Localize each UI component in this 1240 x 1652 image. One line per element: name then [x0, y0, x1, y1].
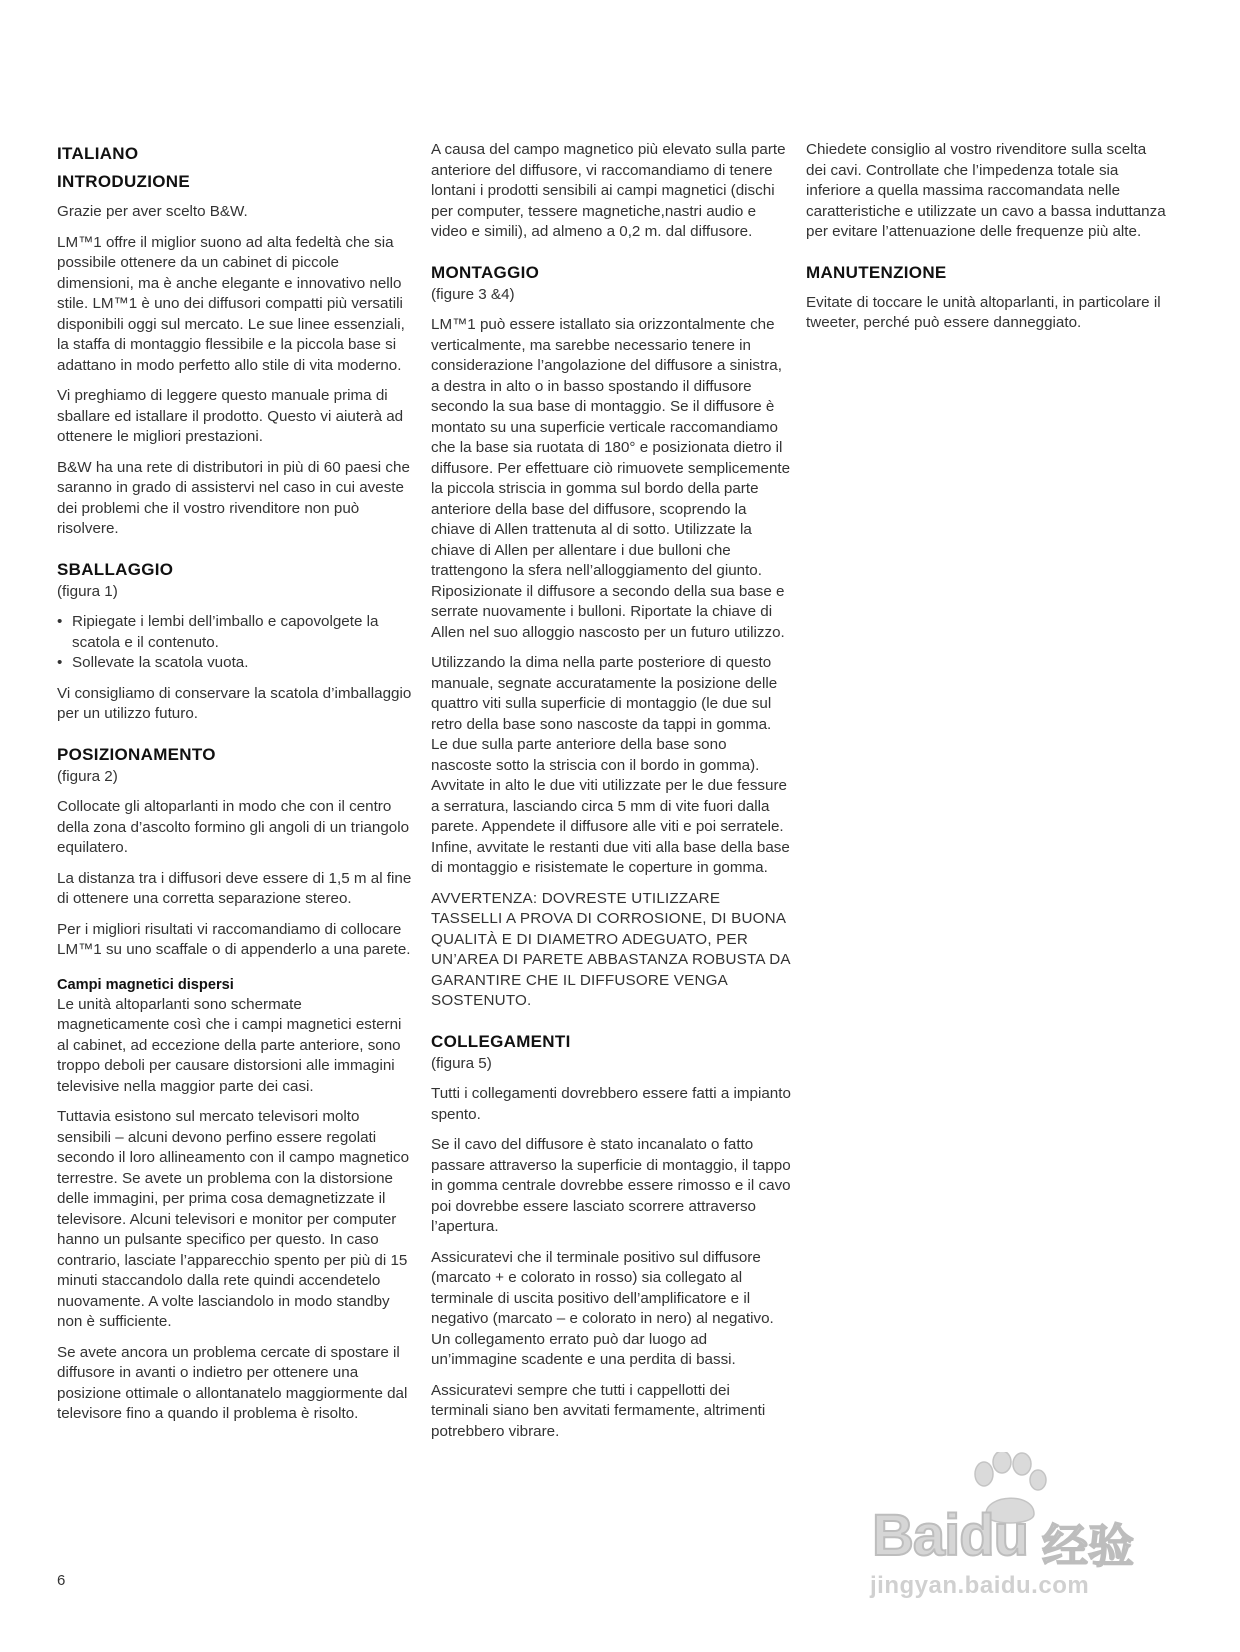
connections-heading: COLLEGAMENTI	[431, 1031, 571, 1051]
mounting-paragraph-1: LM™1 può essere istallato sia orizzontalmente che verticalmente, ma sarebbe necessario tenere in considerazione l’angolazione del diffusore a sinistra, a destra in alto o in basso spostando il diffusore secondo la sua base di montaggio. Se il diffusore è montato su una superficie verticale raccomandiamo che la base sia ruotata di 180° e posizionata dietro il diffusore. Per effettuare ciò rimuovete semplicemente la piccola striscia in gomma sul bordo della parte anteriore della base del diffusore, scoprendo la chiave di Allen trattenuta al di sotto. Utilizzate la chiave di Allen per allentare i due bulloni che trattengono la sfera nell’alloggiamento del giunto. Riposizionate il diffusore a secondo della sua base e serrate nuovamente i bulloni. Riportate la chiave di Allen nel suo alloggio nascosto per un futuro utilizzo.	[431, 316, 791, 641]
connections-paragraph-3: Assicuratevi che il terminale positivo sul diffusore (marcato + e colorato in rosso) sia collegato al terminale di uscita positivo dell’amplificatore e il negativo (marcato – e colorato in nero) al negativo. Un collegamento errato può dar luogo ad un’immagine scadente e una perdita di bassi.	[431, 1248, 774, 1368]
connections-figure-ref: (figura 5)	[431, 1054, 492, 1072]
mounting-heading: MONTAGGIO	[431, 262, 540, 282]
maintenance-paragraph: Evitate di toccare le unità altoparlanti, in particolare il tweeter, perché può essere danneggiato.	[806, 293, 1161, 331]
connections-paragraph-2: Se il cavo del diffusore è stato incanalato o fatto passare attraverso la superficie di montaggio, il tappo in gomma centrale dovrebbe essere rimosso e il cavo poi dovrebbe essere lasciato scorrere attraverso l’apertura.	[431, 1136, 791, 1235]
column-3	[806, 140, 1166, 344]
unpacking-list	[57, 612, 417, 674]
connections-paragraph-5: Chiedete consiglio al vostro rivenditore sulla scelta dei cavi. Controllate che l’impedenza totale sia inferiore a quella massima raccomandata nelle caratteristiche e utilizzate un cavo a bassa induttanza per evitare l’attenuazione delle frequenze più alte.	[806, 141, 1166, 240]
unpacking-heading: SBALLAGGIO	[57, 559, 174, 579]
intro-paragraph-4: B&W ha una rete di distributori in più di 60 paesi che saranno in grado di assistervi nel caso in cui aveste dei problemi che il vostro rivenditore non può risolvere.	[57, 458, 410, 537]
positioning-figure-ref: (figura 2)	[57, 767, 118, 785]
mounting-figure-ref: (figure 3 &4)	[431, 285, 515, 303]
column-1	[57, 140, 417, 1435]
magnetic-paragraph-2: Tuttavia esistono sul mercato televisori molto sensibili – alcuni devono perfino essere regolati secondo il loro allineamento con il campo magnetico terrestre. Se avete un problema con la distorsione delle immagini, per prima cosa demagnetizzate il televisore. Alcuni televisori e monitor per computer hanno un pulsante specifico per questo. In caso contrario, lasciate l’apparecchio spento per più di 15 minuti staccandolo dalla rete quindi accendetelo nuovamente. A volte lasciandolo in modo standby non è sufficiente.	[57, 1108, 410, 1330]
unpacking-paragraph: Vi consigliamo di conservare la scatola d’imballaggio per un utilizzo futuro.	[57, 684, 412, 722]
page-number: 6	[57, 1572, 66, 1589]
watermark-brand: Baidu	[872, 1503, 1029, 1568]
intro-paragraph-3: Vi preghiamo di leggere questo manuale prima di sballare ed istallare il prodotto. Questo vi aiuterà ad ottenere le migliori prestazioni.	[57, 387, 404, 445]
language-heading: ITALIANO	[57, 144, 139, 163]
magnetic-paragraph-1: Le unità altoparlanti sono schermate magneticamente così che i campi magnetici esterni al cabinet, ad eccezione della parte anteriore, sono troppo deboli per causare distorsioni alle immagini televisive nella maggior parte dei casi.	[57, 995, 402, 1095]
positioning-paragraph-1: Collocate gli altoparlanti in modo che con il centro della zona d’ascolto formino gli angoli di un triangolo equilatero.	[57, 798, 410, 856]
positioning-paragraph-3: Per i migliori risultati vi raccomandiamo di collocare LM™1 su uno scaffale o di appenderlo a una parete.	[57, 920, 411, 958]
intro-heading: INTRODUZIONE	[57, 172, 190, 191]
intro-paragraph-1: Grazie per aver scelto B&W.	[57, 203, 248, 220]
watermark-chinese-text: 经验	[1042, 1520, 1134, 1572]
list-item: • Ripiegate i lembi dell’imballo e capovolgete la scatola e il contenuto.	[57, 612, 417, 653]
unpacking-figure-ref: (figura 1)	[57, 582, 118, 600]
maintenance-heading: MANUTENZIONE	[806, 262, 947, 282]
connections-paragraph-4: Assicuratevi sempre che tutti i cappellotti dei terminali siano ben avvitati fermamente, altrimenti potrebbero vibrare.	[431, 1381, 766, 1440]
positioning-paragraph-2: La distanza tra i diffusori deve essere di 1,5 m al fine di ottenere una corretta separazione stereo.	[57, 869, 412, 907]
column-2	[431, 140, 791, 1452]
magnetic-paragraph-4: A causa del campo magnetico più elevato sulla parte anteriore del diffusore, vi raccomandiamo di tenere lontani i prodotti sensibili ai campi magnetici (dischi per computer, tessere magnetiche,nastri audio e video e simili), ad almeno a 0,2 m. dal diffusore.	[431, 141, 786, 240]
connections-paragraph-1: Tutti i collegamenti dovrebbero essere fatti a impianto spento.	[431, 1085, 791, 1123]
list-item: • Sollevate la scatola vuota.	[57, 653, 417, 674]
watermark-url: jingyan.baidu.com	[870, 1572, 1090, 1599]
magnetic-fields-heading: Campi magnetici dispersi	[57, 976, 234, 993]
magnetic-paragraph-3: Se avete ancora un problema cercate di spostare il diffusore in avanti o indietro per ottenere una posizione ottimale o allontanatelo maggiormente dal televisore fino a quando il problema è risolto.	[57, 1343, 408, 1422]
positioning-heading: POSIZIONAMENTO	[57, 744, 216, 764]
mounting-paragraph-2: Utilizzando la dima nella parte posteriore di questo manuale, segnate accuratamente la posizione delle quattro viti sulla superficie di montaggio (le due sul retro della base sono nascoste da tappi in gomma. Le due sulla parte anteriore della base sono nascoste sotto la striscia con il bordo in gomma). Avvitate in alto le due viti utilizzate per le due fessure a serratura, lasciando circa 5 mm di vite fuori dalla parete. Appendete il diffusore alle viti e poi serratele. Infine, avvitate le restanti due viti alla base della base di montaggio e risistemate le coperture in gomma.	[431, 654, 790, 876]
mounting-warning: AVVERTENZA: DOVRESTE UTILIZZARE TASSELLI A PROVA DI CORROSIONE, DI BUONA QUALITÀ E DI DIAMETRO ADEGUATO, PER UN’AREA DI PARETE ABBASTANZA ROBUSTA DA GARANTIRE CHE IL DIFFUSORE VENGA SOSTENUTO.	[431, 889, 790, 1009]
intro-paragraph-2: LM™1 offre il miglior suono ad alta fedeltà che sia possibile ottenere da un cabinet di piccole dimensioni, ma è anche elegante e innovativo nello stile. LM™1 è uno dei diffusori compatti più versatili disponibili oggi sul mercato. Le sue linee essenziali, la staffa di montaggio flessibile e la piccola base si adattano in modo perfetto allo stile di vita moderno.	[57, 233, 405, 374]
baidu-watermark	[864, 1452, 1164, 1602]
